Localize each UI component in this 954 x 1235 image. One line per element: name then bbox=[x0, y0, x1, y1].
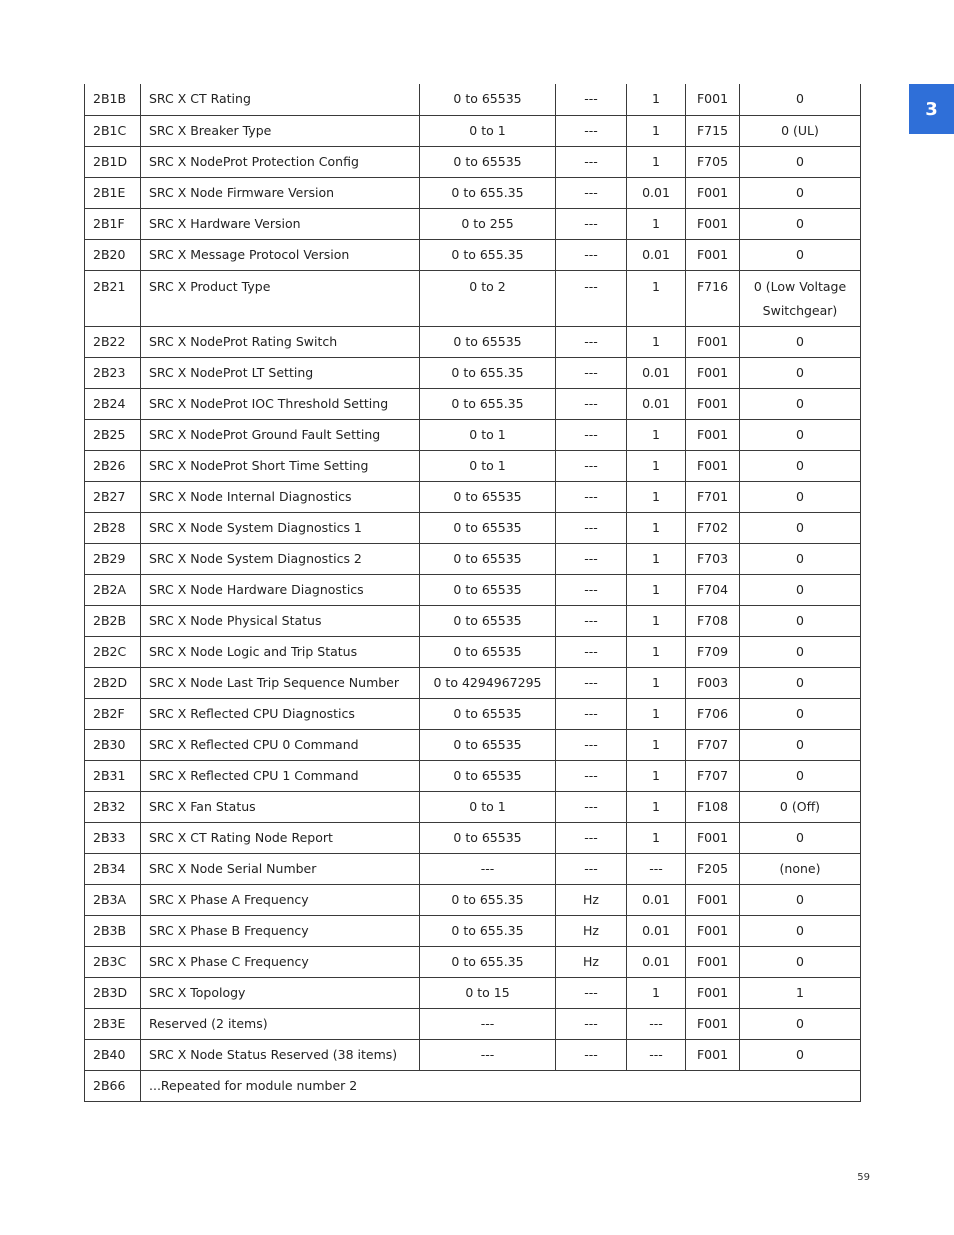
range-cell: 0 to 65535 bbox=[420, 698, 556, 729]
step-cell: 1 bbox=[627, 791, 686, 822]
format-cell: F001 bbox=[686, 177, 740, 208]
name-cell: SRC X Node Logic and Trip Status bbox=[141, 636, 420, 667]
table-row bbox=[85, 1039, 861, 1070]
format-cell: F709 bbox=[686, 636, 740, 667]
range-cell: 0 to 65535 bbox=[420, 760, 556, 791]
address-cell: 2B1B bbox=[85, 84, 141, 115]
address-cell: 2B2F bbox=[85, 698, 141, 729]
name-cell: SRC X NodeProt Ground Fault Setting bbox=[141, 419, 420, 450]
step-cell: 0.01 bbox=[627, 884, 686, 915]
step-cell: 1 bbox=[627, 512, 686, 543]
step-cell: 1 bbox=[627, 574, 686, 605]
table-row bbox=[85, 574, 861, 605]
address-cell: 2B31 bbox=[85, 760, 141, 791]
step-cell: --- bbox=[627, 1039, 686, 1070]
default-cell: 0 bbox=[740, 543, 861, 574]
default-cell: 0 bbox=[740, 884, 861, 915]
units-cell: Hz bbox=[556, 884, 627, 915]
format-cell: F001 bbox=[686, 84, 740, 115]
units-cell: --- bbox=[556, 760, 627, 791]
step-cell: 0.01 bbox=[627, 177, 686, 208]
name-cell: SRC X Message Protocol Version bbox=[141, 239, 420, 270]
range-cell: 0 to 655.35 bbox=[420, 946, 556, 977]
table-row bbox=[85, 481, 861, 512]
range-cell: 0 to 655.35 bbox=[420, 915, 556, 946]
units-cell: --- bbox=[556, 239, 627, 270]
register-table-body bbox=[85, 84, 861, 1101]
units-cell: --- bbox=[556, 698, 627, 729]
name-cell: SRC X NodeProt LT Setting bbox=[141, 357, 420, 388]
range-cell: 0 to 65535 bbox=[420, 146, 556, 177]
range-cell: 0 to 655.35 bbox=[420, 357, 556, 388]
units-cell: --- bbox=[556, 326, 627, 357]
default-cell: 0 bbox=[740, 326, 861, 357]
range-cell: 0 to 65535 bbox=[420, 326, 556, 357]
step-cell: 1 bbox=[627, 115, 686, 146]
address-cell: 2B30 bbox=[85, 729, 141, 760]
address-cell: 2B25 bbox=[85, 419, 141, 450]
default-cell: 0 bbox=[740, 512, 861, 543]
address-cell: 2B3A bbox=[85, 884, 141, 915]
table-row bbox=[85, 177, 861, 208]
format-cell: F205 bbox=[686, 853, 740, 884]
address-cell: 2B22 bbox=[85, 326, 141, 357]
name-cell: SRC X Topology bbox=[141, 977, 420, 1008]
format-cell: F001 bbox=[686, 822, 740, 853]
step-cell: 1 bbox=[627, 270, 686, 326]
name-cell: SRC X Product Type bbox=[141, 270, 420, 326]
format-cell: F001 bbox=[686, 1039, 740, 1070]
address-cell: 2B2A bbox=[85, 574, 141, 605]
step-cell: 1 bbox=[627, 729, 686, 760]
format-cell: F706 bbox=[686, 698, 740, 729]
units-cell: --- bbox=[556, 270, 627, 326]
name-cell: SRC X NodeProt Protection Config bbox=[141, 146, 420, 177]
table-row bbox=[85, 636, 861, 667]
table-row bbox=[85, 357, 861, 388]
address-cell: 2B20 bbox=[85, 239, 141, 270]
range-cell: 0 to 655.35 bbox=[420, 388, 556, 419]
address-cell: 2B3B bbox=[85, 915, 141, 946]
address-cell: 2B34 bbox=[85, 853, 141, 884]
format-cell: F001 bbox=[686, 388, 740, 419]
default-cell: 0 (UL) bbox=[740, 115, 861, 146]
default-cell: 0 bbox=[740, 574, 861, 605]
range-cell: --- bbox=[420, 1008, 556, 1039]
format-cell: F001 bbox=[686, 884, 740, 915]
table-row bbox=[85, 1008, 861, 1039]
units-cell: --- bbox=[556, 543, 627, 574]
step-cell: 0.01 bbox=[627, 946, 686, 977]
address-cell: 2B3C bbox=[85, 946, 141, 977]
address-cell: 2B27 bbox=[85, 481, 141, 512]
step-cell: 1 bbox=[627, 605, 686, 636]
format-cell: F705 bbox=[686, 146, 740, 177]
units-cell: --- bbox=[556, 115, 627, 146]
default-cell: 0 bbox=[740, 729, 861, 760]
units-cell: --- bbox=[556, 481, 627, 512]
address-cell: 2B40 bbox=[85, 1039, 141, 1070]
default-cell: 1 bbox=[740, 977, 861, 1008]
range-cell: 0 to 65535 bbox=[420, 574, 556, 605]
units-cell: --- bbox=[556, 605, 627, 636]
format-cell: F707 bbox=[686, 729, 740, 760]
name-cell: SRC X Phase A Frequency bbox=[141, 884, 420, 915]
range-cell: 0 to 655.35 bbox=[420, 177, 556, 208]
range-cell: 0 to 65535 bbox=[420, 636, 556, 667]
table-row bbox=[85, 419, 861, 450]
name-cell: SRC X Node Last Trip Sequence Number bbox=[141, 667, 420, 698]
format-cell: F001 bbox=[686, 357, 740, 388]
range-cell: 0 to 65535 bbox=[420, 512, 556, 543]
name-cell: SRC X Node Physical Status bbox=[141, 605, 420, 636]
format-cell: F704 bbox=[686, 574, 740, 605]
name-cell: SRC X Node Serial Number bbox=[141, 853, 420, 884]
default-cell: 0 bbox=[740, 177, 861, 208]
table-row bbox=[85, 667, 861, 698]
default-cell: 0 (Low Voltage Switchgear) bbox=[740, 270, 861, 326]
table-row-repeat-note bbox=[85, 1070, 861, 1101]
address-cell: 2B33 bbox=[85, 822, 141, 853]
step-cell: 1 bbox=[627, 450, 686, 481]
format-cell: F001 bbox=[686, 946, 740, 977]
default-cell: 0 bbox=[740, 357, 861, 388]
format-cell: F001 bbox=[686, 239, 740, 270]
units-cell: --- bbox=[556, 791, 627, 822]
format-cell: F001 bbox=[686, 326, 740, 357]
range-cell: 0 to 4294967295 bbox=[420, 667, 556, 698]
table-row bbox=[85, 698, 861, 729]
table-row bbox=[85, 543, 861, 574]
page-number: 59 bbox=[857, 1172, 870, 1183]
default-cell: 0 bbox=[740, 146, 861, 177]
name-cell: SRC X Fan Status bbox=[141, 791, 420, 822]
name-cell: SRC X Node Firmware Version bbox=[141, 177, 420, 208]
name-cell: SRC X NodeProt IOC Threshold Setting bbox=[141, 388, 420, 419]
address-cell: 2B23 bbox=[85, 357, 141, 388]
format-cell: F707 bbox=[686, 760, 740, 791]
default-cell: 0 bbox=[740, 388, 861, 419]
units-cell: --- bbox=[556, 177, 627, 208]
step-cell: 1 bbox=[627, 977, 686, 1008]
default-cell: 0 bbox=[740, 1008, 861, 1039]
table-row bbox=[85, 512, 861, 543]
step-cell: --- bbox=[627, 1008, 686, 1039]
units-cell: --- bbox=[556, 208, 627, 239]
step-cell: 0.01 bbox=[627, 357, 686, 388]
table-row bbox=[85, 853, 861, 884]
table-row bbox=[85, 388, 861, 419]
address-cell: 2B66 bbox=[85, 1070, 141, 1101]
format-cell: F001 bbox=[686, 419, 740, 450]
step-cell: 1 bbox=[627, 667, 686, 698]
default-cell: 0 bbox=[740, 698, 861, 729]
default-cell: 0 bbox=[740, 208, 861, 239]
name-cell: SRC X Node System Diagnostics 1 bbox=[141, 512, 420, 543]
units-cell: Hz bbox=[556, 946, 627, 977]
step-cell: 0.01 bbox=[627, 239, 686, 270]
units-cell: --- bbox=[556, 1039, 627, 1070]
name-cell: SRC X NodeProt Rating Switch bbox=[141, 326, 420, 357]
units-cell: --- bbox=[556, 574, 627, 605]
range-cell: 0 to 655.35 bbox=[420, 884, 556, 915]
name-cell: Reserved (2 items) bbox=[141, 1008, 420, 1039]
step-cell: 1 bbox=[627, 698, 686, 729]
units-cell: --- bbox=[556, 729, 627, 760]
format-cell: F001 bbox=[686, 915, 740, 946]
table-row bbox=[85, 884, 861, 915]
format-cell: F708 bbox=[686, 605, 740, 636]
address-cell: 2B2C bbox=[85, 636, 141, 667]
format-cell: F001 bbox=[686, 977, 740, 1008]
name-cell: SRC X CT Rating Node Report bbox=[141, 822, 420, 853]
step-cell: 1 bbox=[627, 84, 686, 115]
default-cell: 0 bbox=[740, 915, 861, 946]
format-cell: F001 bbox=[686, 1008, 740, 1039]
format-cell: F716 bbox=[686, 270, 740, 326]
address-cell: 2B1F bbox=[85, 208, 141, 239]
table-row bbox=[85, 605, 861, 636]
address-cell: 2B32 bbox=[85, 791, 141, 822]
range-cell: 0 to 65535 bbox=[420, 729, 556, 760]
step-cell: 0.01 bbox=[627, 915, 686, 946]
table-row bbox=[85, 822, 861, 853]
step-cell: 1 bbox=[627, 822, 686, 853]
step-cell: 1 bbox=[627, 481, 686, 512]
default-cell: 0 bbox=[740, 239, 861, 270]
table-row bbox=[85, 115, 861, 146]
table-row bbox=[85, 326, 861, 357]
name-cell: SRC X Node System Diagnostics 2 bbox=[141, 543, 420, 574]
table-row bbox=[85, 946, 861, 977]
name-cell: SRC X Phase B Frequency bbox=[141, 915, 420, 946]
format-cell: F001 bbox=[686, 450, 740, 481]
name-cell: SRC X Node Hardware Diagnostics bbox=[141, 574, 420, 605]
units-cell: --- bbox=[556, 977, 627, 1008]
range-cell: --- bbox=[420, 853, 556, 884]
default-cell: 0 bbox=[740, 1039, 861, 1070]
table-row bbox=[85, 208, 861, 239]
step-cell: 1 bbox=[627, 636, 686, 667]
format-cell: F001 bbox=[686, 208, 740, 239]
table-row bbox=[85, 915, 861, 946]
default-cell: 0 bbox=[740, 450, 861, 481]
range-cell: 0 to 65535 bbox=[420, 543, 556, 574]
table-row bbox=[85, 146, 861, 177]
register-table bbox=[84, 84, 861, 1102]
units-cell: --- bbox=[556, 84, 627, 115]
range-cell: --- bbox=[420, 1039, 556, 1070]
units-cell: --- bbox=[556, 636, 627, 667]
name-cell: SRC X Node Status Reserved (38 items) bbox=[141, 1039, 420, 1070]
address-cell: 2B2B bbox=[85, 605, 141, 636]
range-cell: 0 to 65535 bbox=[420, 822, 556, 853]
name-cell: SRC X Breaker Type bbox=[141, 115, 420, 146]
default-cell: 0 bbox=[740, 419, 861, 450]
table-row bbox=[85, 729, 861, 760]
address-cell: 2B2D bbox=[85, 667, 141, 698]
name-cell: SRC X Reflected CPU 1 Command bbox=[141, 760, 420, 791]
range-cell: 0 to 65535 bbox=[420, 84, 556, 115]
range-cell: 0 to 1 bbox=[420, 450, 556, 481]
units-cell: --- bbox=[556, 388, 627, 419]
default-cell: (none) bbox=[740, 853, 861, 884]
format-cell: F702 bbox=[686, 512, 740, 543]
address-cell: 2B1D bbox=[85, 146, 141, 177]
name-cell: SRC X Hardware Version bbox=[141, 208, 420, 239]
units-cell: --- bbox=[556, 450, 627, 481]
step-cell: 1 bbox=[627, 146, 686, 177]
step-cell: 1 bbox=[627, 543, 686, 574]
step-cell: 1 bbox=[627, 208, 686, 239]
repeat-note: ...Repeated for module number 2 bbox=[141, 1070, 861, 1101]
units-cell: --- bbox=[556, 1008, 627, 1039]
units-cell: --- bbox=[556, 667, 627, 698]
format-cell: F715 bbox=[686, 115, 740, 146]
step-cell: --- bbox=[627, 853, 686, 884]
units-cell: --- bbox=[556, 853, 627, 884]
default-cell: 0 bbox=[740, 636, 861, 667]
name-cell: SRC X Reflected CPU 0 Command bbox=[141, 729, 420, 760]
units-cell: Hz bbox=[556, 915, 627, 946]
format-cell: F703 bbox=[686, 543, 740, 574]
default-cell: 0 bbox=[740, 667, 861, 698]
address-cell: 2B3E bbox=[85, 1008, 141, 1039]
table-row bbox=[85, 450, 861, 481]
format-cell: F701 bbox=[686, 481, 740, 512]
step-cell: 0.01 bbox=[627, 388, 686, 419]
range-cell: 0 to 2 bbox=[420, 270, 556, 326]
step-cell: 1 bbox=[627, 760, 686, 791]
format-cell: F003 bbox=[686, 667, 740, 698]
units-cell: --- bbox=[556, 357, 627, 388]
name-cell: SRC X CT Rating bbox=[141, 84, 420, 115]
chapter-tab: 3 bbox=[909, 84, 954, 134]
address-cell: 2B1C bbox=[85, 115, 141, 146]
default-cell: 0 bbox=[740, 822, 861, 853]
table-row bbox=[85, 84, 861, 115]
address-cell: 2B3D bbox=[85, 977, 141, 1008]
default-cell: 0 bbox=[740, 946, 861, 977]
default-cell: 0 bbox=[740, 605, 861, 636]
table-row bbox=[85, 791, 861, 822]
range-cell: 0 to 255 bbox=[420, 208, 556, 239]
table-row bbox=[85, 239, 861, 270]
range-cell: 0 to 1 bbox=[420, 115, 556, 146]
step-cell: 1 bbox=[627, 419, 686, 450]
address-cell: 2B21 bbox=[85, 270, 141, 326]
address-cell: 2B1E bbox=[85, 177, 141, 208]
name-cell: SRC X Phase C Frequency bbox=[141, 946, 420, 977]
address-cell: 2B29 bbox=[85, 543, 141, 574]
address-cell: 2B28 bbox=[85, 512, 141, 543]
range-cell: 0 to 655.35 bbox=[420, 239, 556, 270]
table-row bbox=[85, 977, 861, 1008]
table-row bbox=[85, 760, 861, 791]
range-cell: 0 to 1 bbox=[420, 419, 556, 450]
table-row bbox=[85, 270, 861, 326]
default-cell: 0 bbox=[740, 481, 861, 512]
range-cell: 0 to 1 bbox=[420, 791, 556, 822]
units-cell: --- bbox=[556, 822, 627, 853]
range-cell: 0 to 15 bbox=[420, 977, 556, 1008]
address-cell: 2B26 bbox=[85, 450, 141, 481]
address-cell: 2B24 bbox=[85, 388, 141, 419]
units-cell: --- bbox=[556, 512, 627, 543]
default-cell: 0 bbox=[740, 84, 861, 115]
name-cell: SRC X Reflected CPU Diagnostics bbox=[141, 698, 420, 729]
range-cell: 0 to 65535 bbox=[420, 481, 556, 512]
units-cell: --- bbox=[556, 146, 627, 177]
format-cell: F108 bbox=[686, 791, 740, 822]
name-cell: SRC X Node Internal Diagnostics bbox=[141, 481, 420, 512]
range-cell: 0 to 65535 bbox=[420, 605, 556, 636]
default-cell: 0 bbox=[740, 760, 861, 791]
default-cell: 0 (Off) bbox=[740, 791, 861, 822]
step-cell: 1 bbox=[627, 326, 686, 357]
units-cell: --- bbox=[556, 419, 627, 450]
name-cell: SRC X NodeProt Short Time Setting bbox=[141, 450, 420, 481]
